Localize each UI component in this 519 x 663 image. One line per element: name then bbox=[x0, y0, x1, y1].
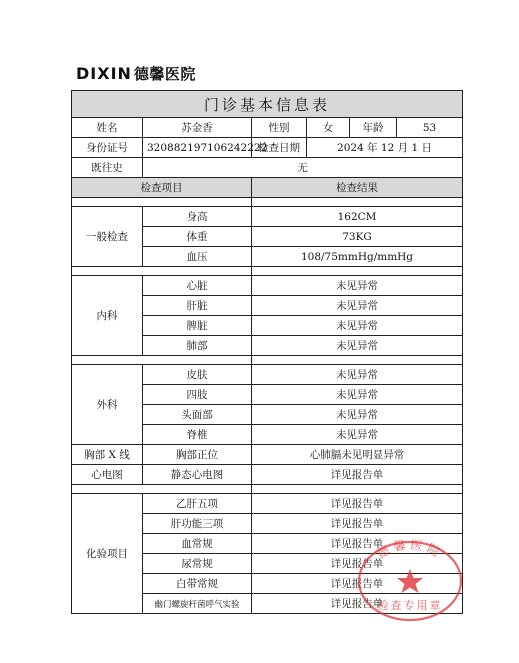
section-name: 心电图 bbox=[72, 465, 143, 485]
exam-row bbox=[72, 465, 463, 485]
exam-item: 血压 bbox=[143, 247, 252, 267]
exam-item: 心脏 bbox=[143, 276, 252, 296]
date-label: 检查日期 bbox=[252, 138, 307, 158]
column-header-item: 检查项目 bbox=[72, 178, 252, 198]
exam-item: 肝脏 bbox=[143, 296, 252, 316]
title-row bbox=[72, 91, 463, 118]
section-gap-row bbox=[72, 485, 463, 494]
exam-result: 73KG bbox=[252, 227, 463, 247]
hospital-logo bbox=[76, 63, 196, 84]
exam-item: 体重 bbox=[143, 227, 252, 247]
exam-result: 未见异常 bbox=[252, 316, 463, 336]
exam-result: 未见异常 bbox=[252, 296, 463, 316]
id-label: 身份证号 bbox=[72, 138, 143, 158]
exam-result: 详见报告单 bbox=[252, 574, 463, 594]
stamp-top-text: 德馨医院 bbox=[374, 537, 446, 562]
history-value: 无 bbox=[143, 158, 463, 178]
logo-brand: DIXIN bbox=[76, 64, 132, 83]
age-value: 53 bbox=[397, 118, 463, 138]
patient-row bbox=[72, 118, 463, 138]
section-name: 胸部 X 线 bbox=[72, 445, 143, 465]
exam-item: 脾脏 bbox=[143, 316, 252, 336]
exam-row bbox=[72, 445, 463, 465]
exam-result: 未见异常 bbox=[252, 365, 463, 385]
section-name: 化验项目 bbox=[72, 494, 143, 614]
name-value: 苏金香 bbox=[143, 118, 252, 138]
exam-row bbox=[72, 276, 463, 296]
gender-value: 女 bbox=[307, 118, 350, 138]
exam-result: 未见异常 bbox=[252, 405, 463, 425]
exam-item: 尿常规 bbox=[143, 554, 252, 574]
exam-result: 详见报告单 bbox=[252, 554, 463, 574]
exam-result: 未见异常 bbox=[252, 336, 463, 356]
exam-item: 身高 bbox=[143, 207, 252, 227]
section-gap-row bbox=[72, 267, 463, 276]
history-label: 既往史 bbox=[72, 158, 143, 178]
exam-item: 四肢 bbox=[143, 385, 252, 405]
exam-result: 心肺膈未见明显异常 bbox=[252, 445, 463, 465]
date-value: 2024 年 12 月 1 日 bbox=[307, 138, 463, 158]
exam-item: 幽门螺旋杆菌呼气实验 bbox=[143, 594, 252, 614]
age-label: 年龄 bbox=[350, 118, 397, 138]
exam-item: 血常规 bbox=[143, 534, 252, 554]
exam-item: 胸部正位 bbox=[143, 445, 252, 465]
id-value: 320882197106242222 bbox=[143, 138, 252, 158]
exam-row bbox=[72, 494, 463, 514]
exam-item: 肺部 bbox=[143, 336, 252, 356]
section-name: 内科 bbox=[72, 276, 143, 356]
column-header-row bbox=[72, 178, 463, 198]
exam-result: 详见报告单 bbox=[252, 465, 463, 485]
gender-label: 性别 bbox=[252, 118, 307, 138]
exam-result: 未见异常 bbox=[252, 425, 463, 445]
exam-result: 详见报告单 bbox=[252, 534, 463, 554]
section-gap-row bbox=[72, 356, 463, 365]
exam-result: 详见报告单 bbox=[252, 494, 463, 514]
exam-item: 肝功能三项 bbox=[143, 514, 252, 534]
section-name: 外科 bbox=[72, 365, 143, 445]
section-gap-row bbox=[72, 198, 463, 207]
exam-result: 162CM bbox=[252, 207, 463, 227]
form-title: 门诊基本信息表 bbox=[72, 91, 463, 118]
exam-result: 详见报告单 bbox=[252, 514, 463, 534]
stamp-bottom-text: 检查专用章 bbox=[377, 599, 443, 612]
exam-result: 详见报告单 bbox=[252, 594, 463, 614]
exam-result: 未见异常 bbox=[252, 385, 463, 405]
exam-item: 静态心电图 bbox=[143, 465, 252, 485]
outpatient-info-table bbox=[71, 90, 463, 614]
exam-row bbox=[72, 207, 463, 227]
exam-row bbox=[72, 365, 463, 385]
exam-item: 皮肤 bbox=[143, 365, 252, 385]
exam-item: 乙肝五项 bbox=[143, 494, 252, 514]
column-header-result: 检查结果 bbox=[252, 178, 463, 198]
exam-result: 未见异常 bbox=[252, 276, 463, 296]
logo-hospital-name: 德馨医院 bbox=[133, 65, 196, 83]
exam-item: 头面部 bbox=[143, 405, 252, 425]
name-label: 姓名 bbox=[72, 118, 143, 138]
exam-item: 脊椎 bbox=[143, 425, 252, 445]
section-name: 一般检查 bbox=[72, 207, 143, 267]
history-row bbox=[72, 158, 463, 178]
id-row bbox=[72, 138, 463, 158]
exam-result: 108/75mmHg/mmHg bbox=[252, 247, 463, 267]
exam-item: 白带常规 bbox=[143, 574, 252, 594]
